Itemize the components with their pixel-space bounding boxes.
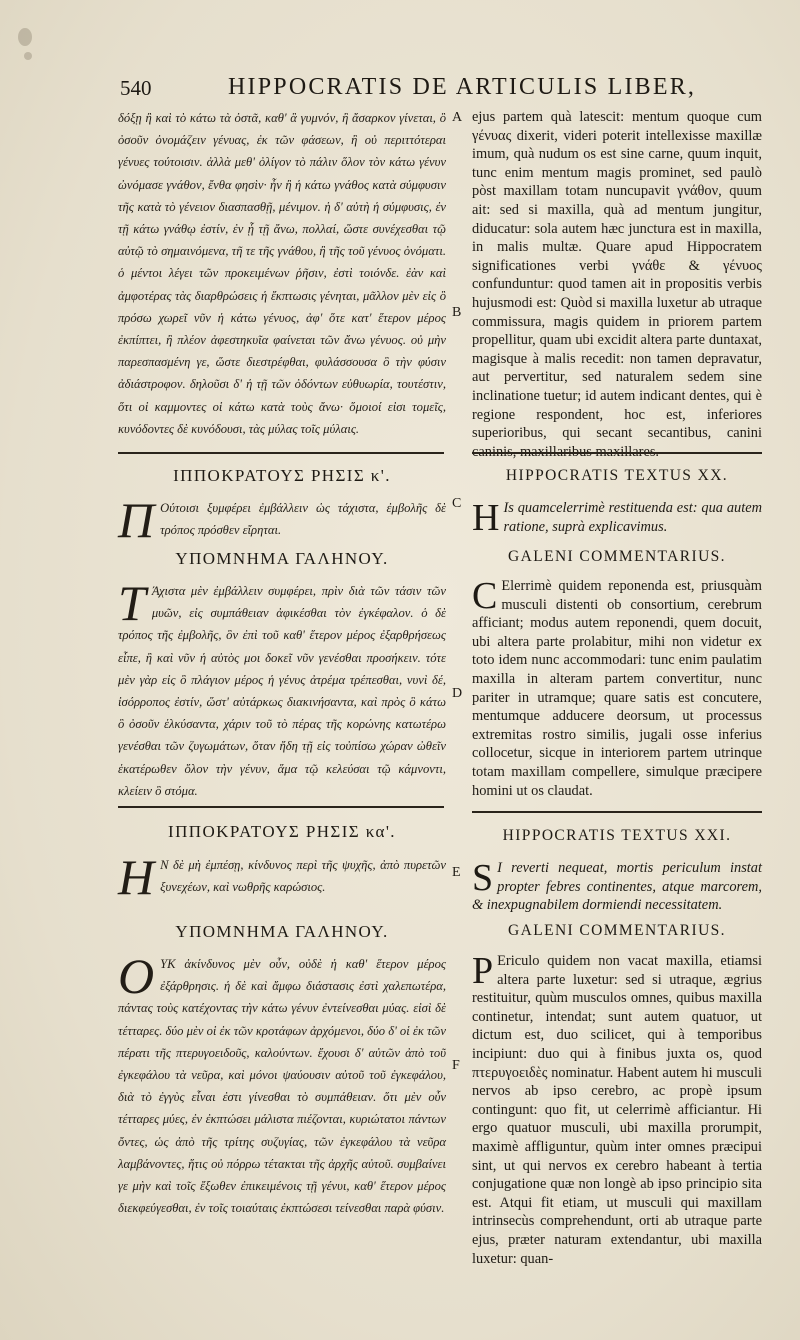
greek-section-title: ΙΠΠΟΚΡΑΤΟΥΣ ΡΗΣΙΣ κα'. bbox=[168, 822, 396, 841]
latin-commentary-title: GALENI COMMENTARIUS. bbox=[508, 922, 726, 939]
section-rule bbox=[472, 452, 762, 454]
latin-hippocrates-text-20: H Is quamcelerrimè restituenda est: qua autem ratione, suprà explicavimus. bbox=[472, 497, 762, 539]
latin-section-title: HIPPOCRATIS TEXTUS XX. bbox=[505, 467, 729, 484]
drop-cap: H bbox=[472, 497, 500, 539]
margin-letter: B bbox=[452, 305, 462, 320]
margin-letter: E bbox=[452, 865, 461, 880]
greek-section-title: ΙΠΠΟΚΡΑΤΟΥΣ ΡΗΣΙΣ κ'. bbox=[173, 466, 391, 485]
latin-section-title: HIPPOCRATIS TEXTUS XXI. bbox=[502, 827, 732, 844]
drop-cap: P bbox=[472, 950, 494, 992]
latin-commentary-21: P Ericulo quidem non vacat maxilla, etiamsi altera parte luxetur: sed si utraque, ægrius restituitur, quùm musculos omnes, quibus maxilla continetur, intendat; sunt autem quatuor, ut dictum est, duo scilicet, qui à temporibus incipiunt: duo qui à finibus juxta os, quod πτερυγοειδὲς nominatur. Habent autem hi musculi nervos ab ipso cerebro, ac propè ipsum contingunt: quo fit, ut celerrimè afficiantur. Hi ergo quatuor musculi, ubi maxilla prorumpit, maximè affliguntur, quùm inter omnes præcipui sint, ut qui nervos ex cerebro habeant à tertia conjugatione quæ non longè ab ipso principio sita est. Atqui fit etiam, ut musculi qui maxillam intrinsecùs comprehendunt, orti ab utraque parte ejus, præter naturam extendantur, ubi maxilla luxetur: quan- bbox=[472, 950, 762, 1267]
drop-cap: Ο bbox=[118, 948, 155, 1004]
greek-commentary-21: Ο ΥΚ ἀκίνδυνος μὲν οὖν, οὐδὲ ἡ καθ' ἕτερον μέρος ἐξάρθρησις. ἡ δὲ καὶ ἄμφω διάστασις ἐστὶ χαλεπωτέρα, πάντας τοὺς κατέχοντας τὴν κάτω γένυν ἐντείνεσθαι μύας. εἰσὶ δὲ τέτταρες. δύο μὲν οἱ ἐκ τῶν κροτάφων ἀρχόμενοι, δύο δ' οἱ ἐκ τῶν πέρατι τῆς πτερυγοειδοῦς, καλούντων. ἔχουσι δ' αὐτῶν ἀπὸ τοῦ ἐγκεφάλου τὰ νεῦρα, καὶ μόνοι ψαύουσιν αὐτοῦ τοῦ ἐγκεφάλου, διὰ τὸ ἐγγὺς εἶναι ἐστι γίνεσθαι τὸ συμπάθειαν. ὅτι μὲν οὖν τέτταρες μύες, ἐν ἐκπτώσει μάλιστα πιέζονται, κυριώτατοι πάντων ὄντες, ὡς ἀπὸ τῆς τρίτης συζυγίας, τῶν ἐγκεφάλου τὰ νεῦρα λαμβάνοντες, ἥτις οὐ πόρρω τέτακται τῆς ἀρχῆς αὐτοῦ. συμβαίνει γε μὴν καὶ τοῖς ἔξωθεν ἐπικειμένοις τῇ γένυι, καθ' ἕτερον μέρος διεκφεύγεσθαι, ἐν τοῖς τοιαύταις ἐκπτώσεσι τείνεσθαι παρὰ φύσιν. bbox=[118, 948, 447, 1216]
page-number: 540 bbox=[120, 76, 152, 100]
drop-cap: C bbox=[472, 575, 498, 617]
greek-commentary-20: Τ Άχιστα μὲν ἐμβάλλειν συμφέρει, πρὶν διὰ τῶν τάσιν τῶν μυῶν, εἰς συμπάθειαν ἀφικέσθαι τὸν ἐγκέφαλον. ὁ δὲ τρόπος τῆς ἐμβολῆς, ὃν ἐπὶ τοῦ καθ' ἕτερον μέρος ἐξαρθρήσεως εἶπε, ἢ καὶ νῦν ἡ αὐτὸς μοι δοκεῖ νῦν γενέσθαι προσήκειν. τότε μὲν γὰρ εἰς ὃ πλάγιον μέρος ἡ γένυς ἀτρέμα τρέπεσθαι, νυνὶ δέ, ἰσόρροπος ἐστίν, ὥστ' αὐτάρκως διακινήσαντα, καὶ πρὸς ὃ κάτω ὃ ὀσοῦν ἑλκύσαντα, χάριν τοῦ τὸ πέρας τῆς κορώνης κατωτέρω γενέσθαι τῶν ζυγωμάτων, ὅταν ἤδη τῇ εἰς τοὐπίσω χώραν ὠθεῖν ἑκατέρωθεν ὅλον τὴν γένυν, ἅμα τῷ κελεύσαι τῷ κάμνοντι, κλείειν ὃ στόμα. bbox=[118, 575, 446, 798]
latin-hippocrates-text-21: S I reverti nequeat, mortis periculum instat propter febres continentes, atque marcorem, & inexpugnabilem dormiendi necessitatem. bbox=[472, 857, 762, 914]
greek-hippocrates-text-21: Η Ν δὲ μὴ ἐμπέσῃ, κίνδυνος περὶ τῆς ψυχῆς, ἀπὸ πυρετῶν ξυνεχέων, καὶ νωθρῆς καρώσιος. bbox=[118, 849, 446, 905]
section-rule bbox=[118, 806, 444, 808]
drop-cap: Τ bbox=[118, 575, 146, 631]
greek-commentary-title: ΥΠΟΜΝΗΜΑ ΓΑΛΗΝΟΥ. bbox=[175, 549, 389, 568]
drop-cap: Π bbox=[118, 492, 155, 548]
latin-commentary-title: GALENI COMMENTARIUS. bbox=[508, 548, 726, 565]
greek-hippocrates-text-20: Π Ούτοισι ξυμφέρει ἐμβάλλειν ὡς τάχιστα, ἐμβολῆς δὲ τρόπος πρόσθεν εἴρηται. bbox=[118, 492, 446, 548]
page-header bbox=[0, 74, 800, 108]
drop-cap: Η bbox=[118, 849, 155, 905]
ink-blot bbox=[24, 52, 32, 60]
margin-letter: F bbox=[452, 1058, 460, 1073]
margin-letter: D bbox=[452, 686, 463, 701]
running-title: HIPPOCRATIS DE ARTICULIS LIBER, bbox=[228, 74, 697, 100]
greek-top-text: δόξῃ ἢ καὶ τὸ κάτω τὰ ὀστᾶ, καθ' ἃ γυμνόν, ἢ ἄσαρκον γίνεται, ὃ ὀσοῦν ὀνομάζειν γένυας, ἐκ τῶν φάσεων, ἢ οὐ περιττότεραι γένυες τούτοισιν. ἀλλὰ μεθ' ὀλίγον τὸ πάλιν ὅλον τὸν κάτω γένυν ὠνόμασε γνάθον, ἔνθα φησὶν· ἦν ἢ ἡ κάτω γνάθος κατὰ σύμφυσιν τῆς κατὰ τὸ γένειον διασπασθῇ, μένιμον. ἡ δ' αὐτὴ ἡ σύμφυσις, ἐν τῇ κάτω γνάθῳ ἐστίν, ἐν ᾗ τῇ ἄνω, πολλαί, ὥστε συνέχεσθαι τῷ αὐτῷ τὸ σημαινόμενα, τῆ τε τῆς γνάθου, ἢ τῆς τοῦ γένυος ὀνόματι. ὁ μέντοι λέγει τῶν προκειμένων ῥῆσιν, ἐστὶ τοιόνδε. ἐὰν καὶ ἀμφοτέρας τὰς διαρθρώσεις ἡ ἔκπτωσις γένηται, μᾶλλον μὲν εἰς ὃ πρόσω χωρεῖ νῦν ἡ κάτω γένυος, ἀφ' ὅτε κατ' ἕτερον μέρος ἐκπίπτει, ἢ πλέον ἀφεστηκυῖα φαίνεται τῶν ἄνω γένυος. οὐ μὴν παρεσπασμένη γε, ὥστε διεστρέφθαι, φυλάσσουσα ὃ τὴν φύσιν ἀδιάστροφον. δηλοῦσι δ' ἡ τῇ τῶν ὀδόντων εὐθυωρία, τουτέστιν, ὅτι οἱ καμμοντες οἱ κάτω κατὰ τοὺς ἄνω· ὅμοιοί εἰσι τομεῖς, κυνόδοντες δὲ κυνόδουσι, τὰς μύλας τοῖς μύλαις. bbox=[118, 111, 446, 436]
latin-top-text: ejus partem quà latescit: mentum quoque cum γένυας dixerit, videri poterit intellexisse maxillæ imum, quà nudum os est sine carne, quum inquit, tunc enim mentum magis prominet, sed paulò pòst maxillam totam nuncupavit γνάθον, quum ait: sed si maxilla, quà ad mentum jungitur, diducatur: sola autem hæc junctura est in maxilla, in malis multæ. Quare apud Hippocratem significationes verbi γνάθε & γένυος confunduntur: quod tamen ait in propositis verbis hujusmodi est: Quòd si maxilla luxetur ab utraque commissura, magis quidem in priorem partem propellitur, quam ubi excidit altera parte duntaxat, magisque à malis recedit: non tamen depravatur, aut pervertitur, sed naturalem sedem sine inclinatione tuetur; id autem indicant dentes, qui è regione respondent, hoc est, inferiores superioribus, qui secant secantibus, canini bbox=[472, 109, 762, 442]
margin-letter: C bbox=[452, 496, 462, 511]
greek-commentary-title: ΥΠΟΜΝΗΜΑ ΓΑΛΗΝΟΥ. bbox=[175, 922, 389, 941]
ink-blot bbox=[18, 28, 32, 46]
section-rule bbox=[118, 452, 444, 454]
section-rule bbox=[472, 811, 762, 813]
drop-cap: S bbox=[472, 857, 494, 899]
latin-commentary-20: C Elerrimè quidem reponenda est, priusquàm musculi distenti ob consortium, cerebrum afficiant; modus autem reponendi, quem docuit, ubi altera parte prolabitur, mihi non videtur ex toto idem nunc accommodari: tunc enim paulatim maxilla in alteram partem convertitur, nunc pariter in utramque; quare satis est concutere, mentumque adducere deorsum, ut processus extremitas rostro similis, jugali osse inferius collocetur, sicque in interiorem partem utrinque totam maxillam compellere, simulque præcipere homini ut os claudat. bbox=[472, 575, 762, 799]
margin-letter: A bbox=[452, 110, 463, 125]
